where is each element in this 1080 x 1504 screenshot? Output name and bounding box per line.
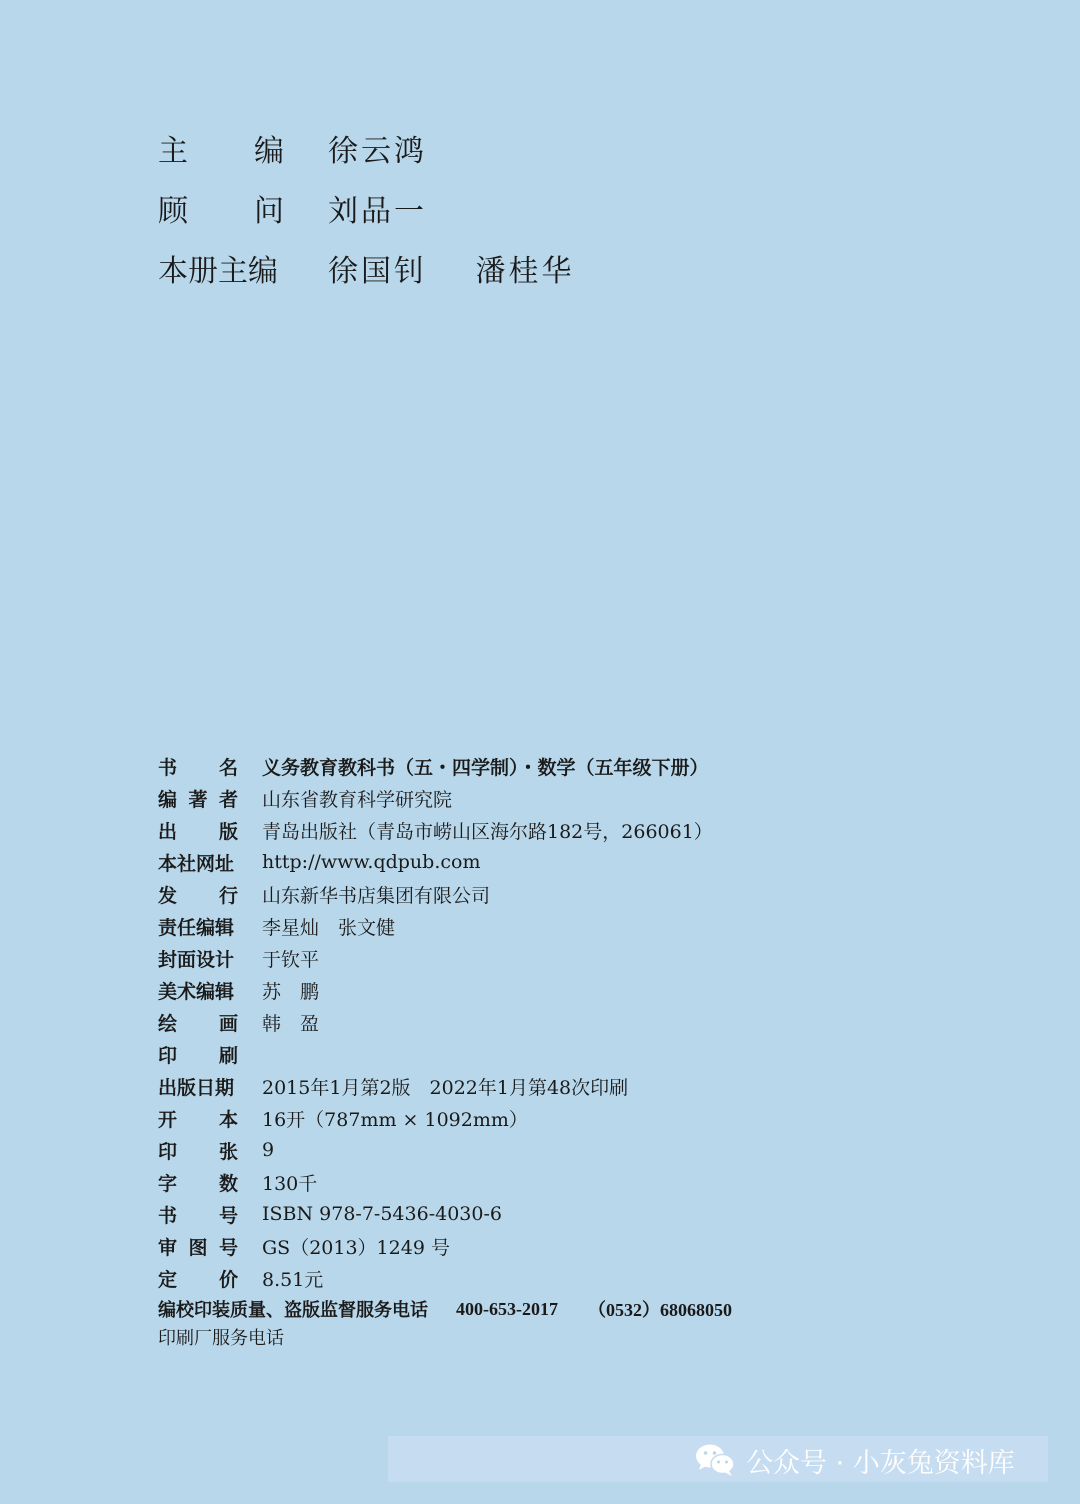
colophon-row-price <box>158 1262 762 1294</box>
credit-label-char: 顾 <box>158 194 188 229</box>
label-char: 图 <box>188 1236 208 1259</box>
colophon-label <box>158 1041 238 1068</box>
label-char: 出 <box>158 820 178 843</box>
responsible-editors-value: 李星灿 张文健 <box>262 916 396 939</box>
word-count-value: 130千 <box>262 1172 318 1195</box>
colophon-label <box>158 849 238 876</box>
illustrator-value: 韩 盈 <box>262 1012 320 1035</box>
credit-label-text: 本册主编 <box>158 254 278 289</box>
credits-block <box>158 118 611 298</box>
label-char: 开 <box>158 1108 178 1131</box>
isbn-value: ISBN 978-7-5436-4030-6 <box>262 1203 502 1225</box>
colophon-row-book-title <box>158 750 762 782</box>
credit-name: 潘桂华 <box>475 254 575 289</box>
label-char: 定 <box>158 1268 178 1291</box>
book-title-value: 义务教育教科书（五・四学制）・数学（五年级下册） <box>262 756 709 779</box>
colophon-row-isbn <box>158 1198 762 1230</box>
colophon-row-publish-date <box>158 1070 762 1102</box>
colophon-row-art-editor <box>158 974 762 1006</box>
colophon-row-word-count <box>158 1166 762 1198</box>
colophon-label <box>158 1201 238 1228</box>
credit-name: 徐国钊 <box>328 254 427 289</box>
printer-phone-label: 印刷厂服务电话 <box>158 1328 284 1349</box>
label-char: 者 <box>218 788 238 811</box>
label-char: 编 <box>158 788 178 811</box>
label-char: 发 <box>158 884 178 907</box>
price-value: 8.51元 <box>262 1268 324 1291</box>
credit-row-volume-editor <box>158 238 611 298</box>
label-char: 张 <box>218 1140 238 1163</box>
website-value: http://www.qdpub.com <box>262 851 481 873</box>
label-char: 著 <box>188 788 208 811</box>
colophon-label <box>158 785 238 812</box>
label-char: 价 <box>218 1268 238 1291</box>
credit-row-advisor <box>158 178 611 238</box>
colophon-row-cover-design <box>158 942 762 974</box>
service-phone-row <box>158 1294 762 1324</box>
map-review-value: GS（2013）1249 号 <box>262 1236 450 1259</box>
publisher-value: 青岛出版社（青岛市崂山区海尔路182号，266061） <box>262 820 713 843</box>
credit-label-char: 主 <box>158 134 188 169</box>
colophon-label <box>158 881 238 908</box>
label-text: 责任编辑 <box>158 916 235 939</box>
credit-value <box>328 186 463 230</box>
colophon-row-sheets <box>158 1134 762 1166</box>
credit-label-char: 编 <box>254 134 284 169</box>
credit-name: 刘品一 <box>328 194 427 229</box>
label-char: 刷 <box>218 1044 238 1067</box>
colophon-label <box>158 1105 238 1132</box>
colophon-label <box>158 1233 238 1260</box>
label-char: 审 <box>158 1236 178 1259</box>
credit-label <box>158 186 284 230</box>
colophon-block <box>158 750 762 1350</box>
label-text: 美术编辑 <box>158 980 235 1003</box>
colophon-label <box>158 945 238 972</box>
label-char: 号 <box>218 1204 238 1227</box>
credit-name: 徐云鸿 <box>328 134 427 169</box>
watermark-text: 公众号 · 小灰兔资料库 <box>746 1447 1015 1479</box>
label-text: 封面设计 <box>158 948 235 971</box>
colophon-row-website <box>158 846 762 878</box>
label-char: 行 <box>218 884 238 907</box>
label-char: 名 <box>218 756 238 779</box>
editor-value: 山东省教育科学研究院 <box>262 788 453 811</box>
colophon-row-editor <box>158 782 762 814</box>
colophon-row-distributor <box>158 878 762 910</box>
label-char: 书 <box>158 1204 178 1227</box>
credit-row-chief-editor <box>158 118 611 178</box>
credit-label <box>158 246 328 290</box>
label-char: 数 <box>218 1172 238 1195</box>
label-char: 本 <box>218 1108 238 1131</box>
label-char: 绘 <box>158 1012 178 1035</box>
distributor-value: 山东新华书店集团有限公司 <box>262 884 491 907</box>
colophon-row-format <box>158 1102 762 1134</box>
colophon-row-map-review <box>158 1230 762 1262</box>
colophon-row-printer <box>158 1038 762 1070</box>
credit-label-char: 问 <box>254 194 284 229</box>
colophon-label <box>158 977 238 1004</box>
label-char: 印 <box>158 1140 178 1163</box>
label-char: 版 <box>218 820 238 843</box>
colophon-label <box>158 817 238 844</box>
credit-label <box>158 126 284 170</box>
service-phone-label: 编校印装质量、盗版监督服务电话 <box>158 1300 428 1321</box>
wechat-icon <box>694 1442 736 1478</box>
colophon-row-publisher <box>158 814 762 846</box>
label-char: 字 <box>158 1172 178 1195</box>
publish-date-value: 2015年1月第2版 2022年1月第48次印刷 <box>262 1076 629 1099</box>
credit-value <box>328 246 611 290</box>
art-editor-value: 苏 鹏 <box>262 980 320 1003</box>
colophon-label <box>158 1073 238 1100</box>
label-char: 号 <box>218 1236 238 1259</box>
colophon-label <box>158 1137 238 1164</box>
colophon-label <box>158 753 238 780</box>
service-phone-2: （0532）68068050 <box>588 1300 732 1320</box>
colophon-label <box>158 1009 238 1036</box>
label-text: 本社网址 <box>158 852 235 875</box>
cover-design-value: 于钦平 <box>262 948 320 971</box>
service-phone-1: 400-653-2017 <box>456 1298 558 1319</box>
colophon-label <box>158 1169 238 1196</box>
colophon-row-responsible-editors <box>158 910 762 942</box>
label-char: 书 <box>158 756 178 779</box>
colophon-label <box>158 1265 238 1292</box>
label-char: 印 <box>158 1044 178 1067</box>
colophon-label <box>158 913 238 940</box>
label-char: 画 <box>218 1012 238 1035</box>
sheets-value: 9 <box>262 1139 275 1161</box>
credit-value <box>328 126 463 170</box>
watermark <box>694 1438 1015 1482</box>
label-text: 出版日期 <box>158 1076 235 1099</box>
colophon-row-illustrator <box>158 1006 762 1038</box>
format-value: 16开（787mm × 1092mm） <box>262 1108 528 1131</box>
